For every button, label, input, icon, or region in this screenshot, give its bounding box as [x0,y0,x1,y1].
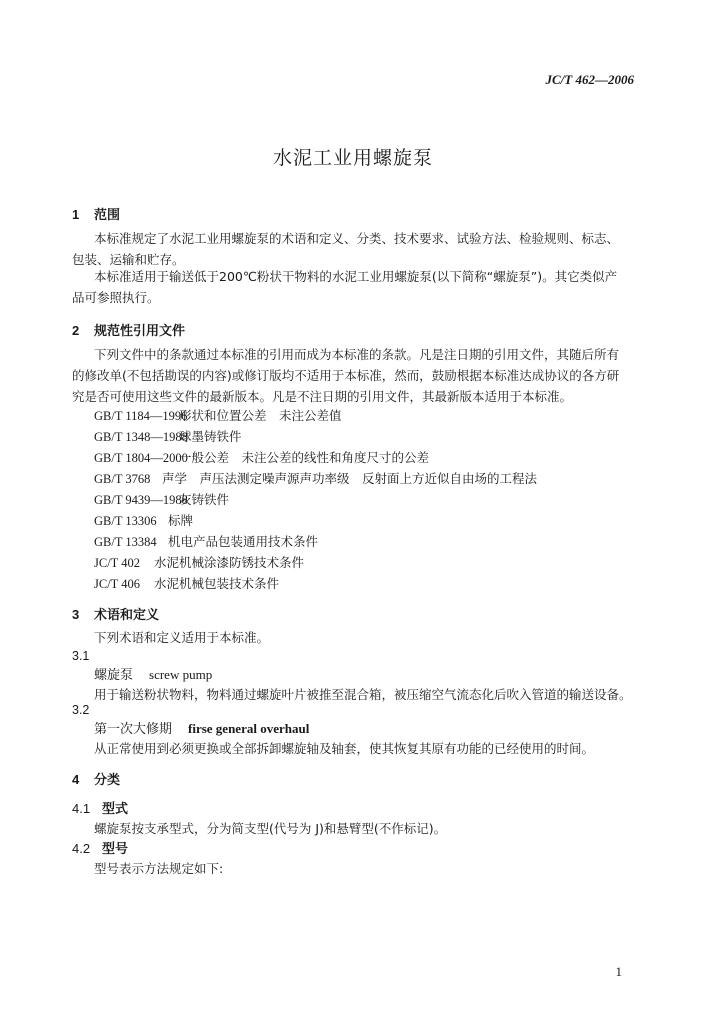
reference-item [94,469,537,487]
section-title: 规范性引用文件 [94,324,186,339]
term-english: firse general overhaul [188,721,310,736]
reference-code: GB/T 13306 [94,514,157,528]
reference-item [94,490,229,508]
section-number: 2 [72,323,80,338]
reference-name: 水泥机械涂漆防锈技术条件 [154,555,305,570]
reference-code: GB/T 13384 [94,535,157,549]
section-3-heading [72,604,159,623]
reference-name: 机电产品包装通用技术条件 [168,534,319,549]
term-heading [94,718,309,737]
page-number: 1 [615,964,622,979]
subsection-number: 4.1 [72,801,91,816]
term-number: 3.1 [72,649,90,663]
reference-code: GB/T 3768 [94,472,151,486]
reference-name: 标牌 [168,513,194,528]
reference-name: 声学 声压法测定噪声源声功率级 反射面上方近似自由场的工程法 [162,471,538,486]
subsection-4-1-heading [72,798,128,817]
reference-name: 一般公差 未注公差的线性和角度尺寸的公差 [179,450,430,465]
section-title: 术语和定义 [94,608,160,623]
section-4-heading [72,769,120,788]
term-heading [94,664,212,683]
terms-intro: 下列术语和定义适用于本标准。 [94,630,270,645]
page-title: 水泥工业用螺旋泵 [272,147,433,169]
reference-item [94,574,279,592]
reference-item [94,511,193,529]
section-number: 4 [72,772,80,787]
term-definition: 用于输送粉状物料，物料通过螺旋叶片被推至混合箱，被压缩空气流态化后吹入管道的输送设备。 [94,687,632,702]
reference-code: JC/T 406 [94,577,140,591]
subsection-title: 型号 [102,842,129,857]
reference-code: GB/T 9439—1988 [94,493,188,507]
term-definition: 从正常使用到必须更换或全部拆卸螺旋轴及轴套，使其恢复其原有功能的已经使用的时间。 [94,741,595,756]
subsection-4-2-heading [72,838,128,857]
subsection-title: 型式 [102,802,129,817]
reference-code: GB/T 1804—2000 [94,451,188,465]
reference-item [94,532,318,550]
reference-item [94,553,304,571]
term-chinese: 第一次大修期 [94,722,173,737]
subsection-4-1-text: 螺旋泵按支承型式，分为简支型(代号为 J)和悬臂型(不作标记)。 [94,821,447,836]
section-title: 范围 [94,208,121,223]
section-number: 3 [72,607,80,622]
reference-item [94,448,429,466]
reference-item [94,406,342,424]
reference-name: 球墨铸铁件 [179,429,242,444]
reference-name: 形状和位置公差 未注公差值 [179,408,342,423]
subsection-number: 4.2 [72,841,91,856]
reference-code: GB/T 1348—1988 [94,430,188,444]
section-number: 1 [72,207,80,222]
reference-name: 灰铸铁件 [179,492,230,507]
scope-paragraph-2: 本标准适用于输送低于200℃粉状干物料的水泥工业用螺旋泵(以下简称“螺旋泵”)。其它类似产品可参照执行。 [72,269,618,305]
reference-name: 水泥机械包装技术条件 [154,576,280,591]
subsection-4-2-text: 型号表示方法规定如下: [94,861,224,876]
section-title: 分类 [94,773,121,788]
document-code: JC/T 462—2006 [545,72,634,87]
reference-code: GB/T 1184—1996 [94,409,188,423]
reference-item [94,427,242,445]
section-2-heading [72,320,185,339]
term-chinese: 螺旋泵 [94,668,134,683]
term-number: 3.2 [72,703,90,717]
section-1-heading [72,204,120,223]
scope-paragraph-1: 本标准规定了水泥工业用螺旋泵的术语和定义、分类、技术要求、试验方法、检验规则、标志、包装、运输和贮存。 [72,231,620,267]
reference-code: JC/T 402 [94,556,140,570]
term-english: screw pump [149,667,213,682]
references-intro: 下列文件中的条款通过本标准的引用而成为本标准的条款。凡是注日期的引用文件，其随后所有的修改单(不包括勘误的内容)或修订版均不适用于本标准，然而，鼓励根据本标准达成协议的各方研究是否可使用这些文件的最新版本。凡是不注日期的引用文件，其最新版本适用于本标准。 [72,347,620,404]
